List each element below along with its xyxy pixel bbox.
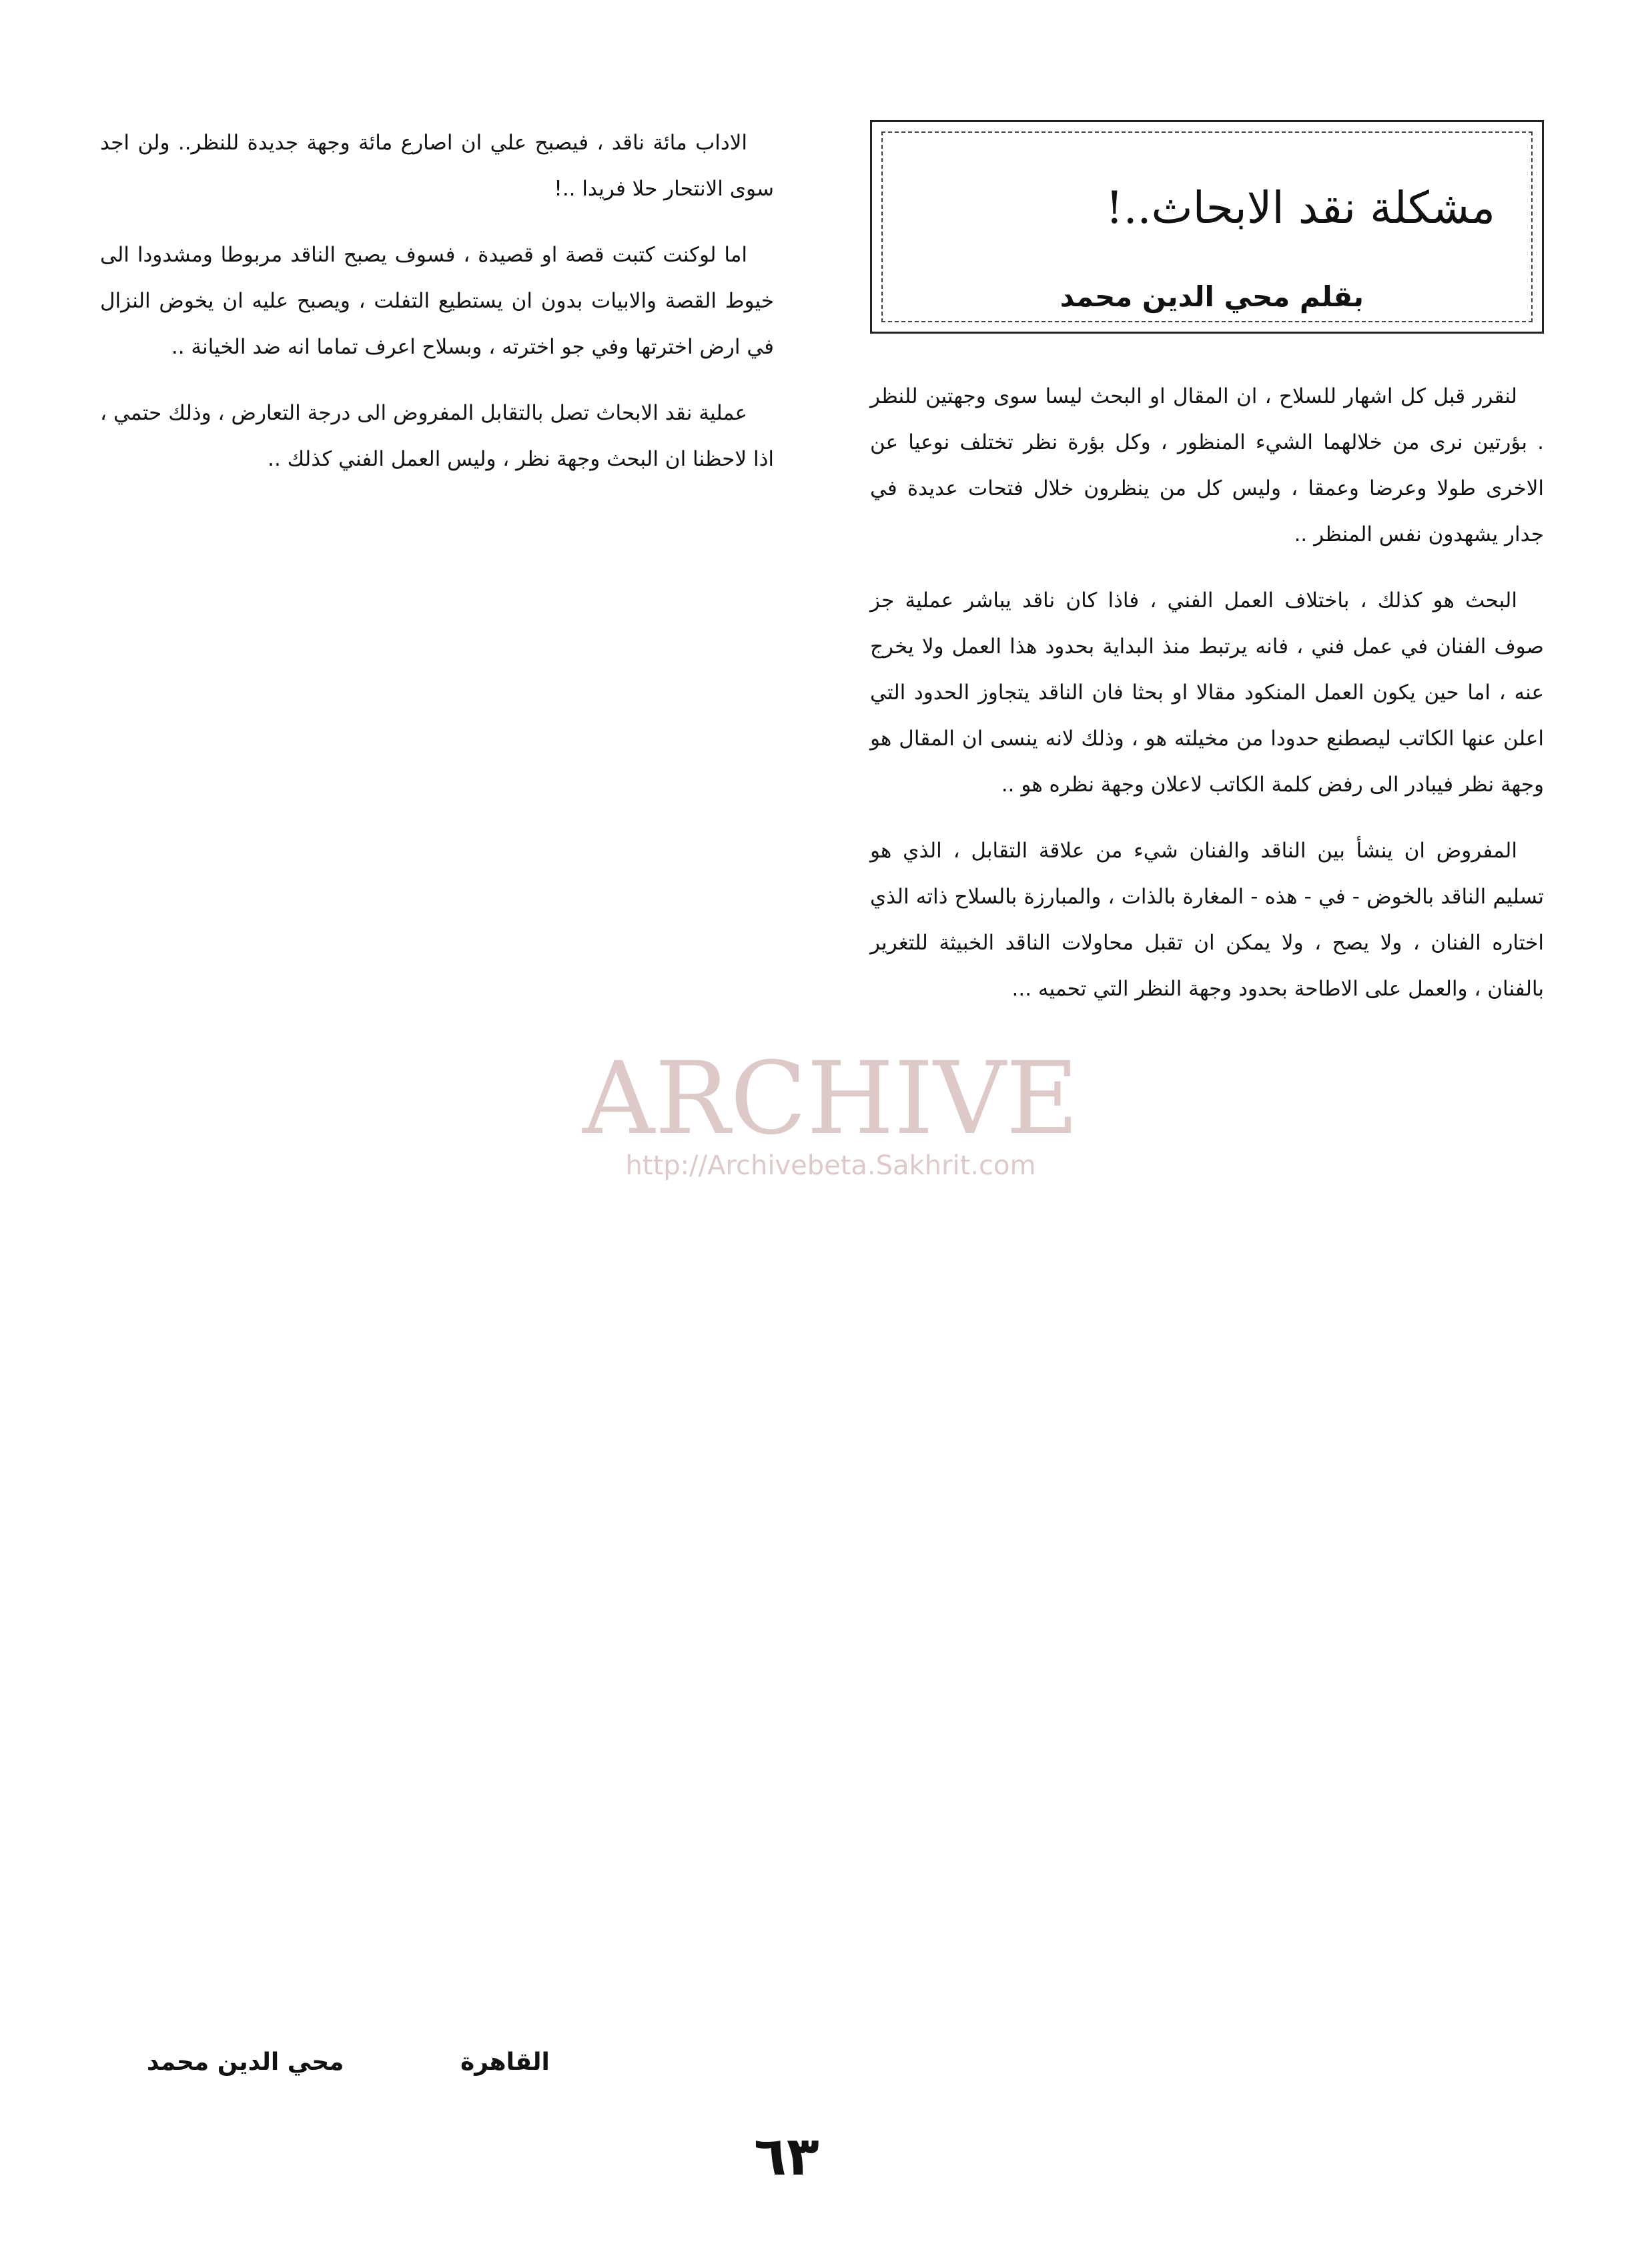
article-title: مشكلة نقد الابحاث..!	[1106, 182, 1495, 234]
paragraph: اما لوكنت كتبت قصة او قصيدة ، فسوف يصبح الناقد مربوطا ومشدودا الى خيوط القصة والابيات بدون ان يستطيع التفلت ، ويصبح عليه ان يخوض النزال في ارض اخترتها وفي جو اخترته ، وبسلاح اعرف تماما انه ضد الخيانة ..	[100, 243, 774, 359]
paragraph: البحث هو كذلك ، باختلاف العمل الفني ، فاذا كان ناقد يباشر عملية جز صوف الفنان في عمل فني ، فانه يرتبط منذ البداية بحدود هذا العمل ولا يخرج عنه ، اما حين يكون العمل المنكود مقالا او بحثا فان الناقد يتجاوز الحدود التي اعلن عنها الكاتب ليصطنع حدودا من مخيلته هو ، وذلك لانه ينسى ان المقال هو وجهة نظر فيبادر الى رفض كلمة الكاتب لاعلان وجهة نظره هو ..	[870, 589, 1544, 797]
left-column	[100, 120, 774, 502]
paragraph: لنقرر قبل كل اشهار للسلاح ، ان المقال او البحث ليسا سوى وجهتين للنظر . بؤرتين نرى من خلالهما الشيء المنظور ، وكل بؤرة نظر تختلف نوعيا عن الاخرى طولا وعرضا وعمقا ، وليس كل من ينظرون خلال فتحات عديدة في جدار يشهدون نفس المنظر ..	[870, 384, 1544, 546]
paragraph: الاداب مائة ناقد ، فيصبح علي ان اصارع مائة وجهة جديدة للنظر.. ولن اجد سوى الانتحار حلا فريدا ..!	[100, 131, 774, 201]
watermark-text: ARCHIVE	[582, 1041, 1079, 1157]
watermark-url: http://Archivebeta.Sakhrit.com	[625, 1150, 1036, 1181]
page-number: ٦٣	[754, 2125, 819, 2187]
signature-name: محي الدين محمد	[147, 2048, 344, 2076]
right-column	[870, 374, 1544, 1032]
watermark	[480, 1041, 1181, 1181]
byline: بقلم محي الدين محمد	[1060, 280, 1364, 313]
paragraph: المفروض ان ينشأ بين الناقد والفنان شيء من علاقة التقابل ، الذي هو تسليم الناقد بالخوض - في - هذه - المغارة بالذات ، والمبارزة بالسلاح ذاته الذي اختاره الفنان ، ولا يصح ، ولا يمكن ان تقبل محاولات الناقد الخبيثة للتغرير بالفنان ، والعمل على الاطاحة بحدود وجهة النظر التي تحميه ...	[870, 839, 1544, 1001]
signature-place: القاهرة	[460, 2048, 550, 2076]
paragraph: عملية نقد الابحاث تصل بالتقابل المفروض الى درجة التعارض ، وذلك حتمي ، اذا لاحظنا ان البحث وجهة نظر ، وليس العمل الفني كذلك ..	[100, 401, 774, 471]
